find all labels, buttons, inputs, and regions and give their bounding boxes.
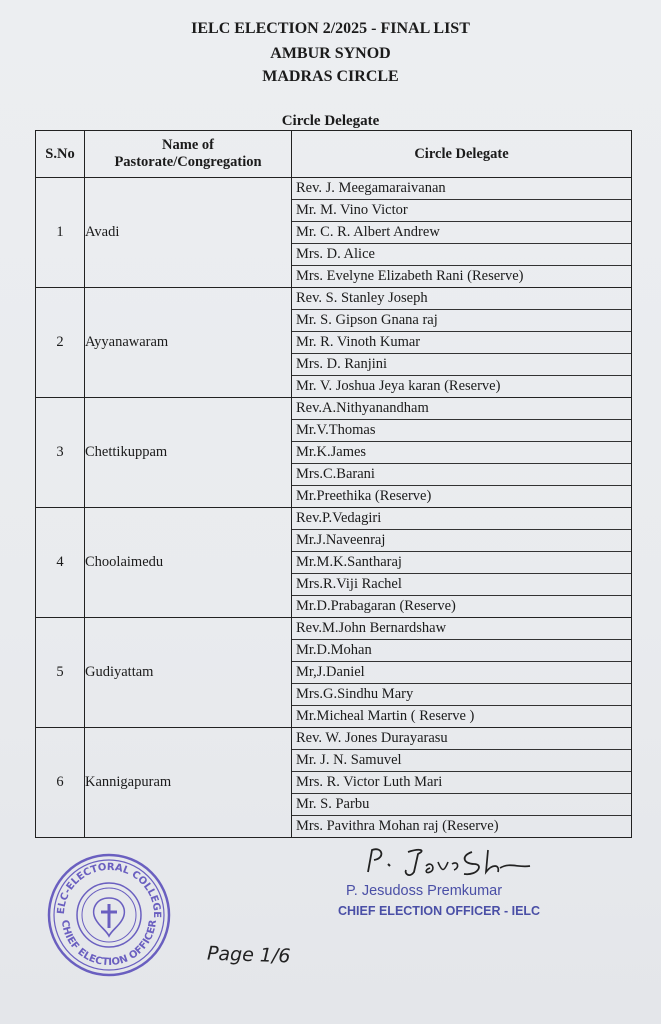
- delegate-name: Mr. J. N. Samuvel: [292, 750, 631, 772]
- serial-number-cell: 4: [36, 508, 85, 618]
- delegates-cell: [292, 618, 632, 728]
- serial-number-cell: 2: [36, 288, 85, 398]
- pastorate-cell: Avadi: [85, 178, 292, 288]
- table-caption: Circle Delegate: [281, 113, 380, 129]
- delegates-cell: [292, 728, 632, 838]
- pastorate-cell: Kannigapuram: [85, 728, 292, 838]
- delegate-name: Mr. M. Vino Victor: [292, 200, 631, 222]
- delegate-name: Mr. R. Vinoth Kumar: [292, 332, 631, 354]
- table-row: [36, 398, 632, 508]
- delegates-cell: [292, 178, 632, 288]
- pastorate-header-line1: Name of: [162, 137, 214, 153]
- delegate-name: Mrs.G.Sindhu Mary: [292, 684, 631, 706]
- delegate-name: Mrs. D. Alice: [292, 244, 631, 266]
- delegates-cell: [292, 398, 632, 508]
- delegate-name: Mr. C. R. Albert Andrew: [292, 222, 631, 244]
- seal-top-text: ELC-ELECTORAL COLLEGE: [55, 861, 163, 919]
- serial-number-cell: 1: [36, 178, 85, 288]
- delegate-header: Circle Delegate: [292, 131, 632, 178]
- delegate-name: Rev. W. Jones Durayarasu: [292, 728, 631, 750]
- delegate-name: Mrs.C.Barani: [292, 464, 631, 486]
- seal-bottom-text: CHIEF ELECTION OFFICER: [58, 919, 160, 969]
- signature-scribble: [360, 842, 540, 882]
- delegate-name: Mr.J.Naveenraj: [292, 530, 631, 552]
- table-header-row: [36, 131, 632, 178]
- document-title: IELC ELECTION 2/2025 - FINAL LIST: [191, 20, 470, 37]
- signatory-name: P. Jesudoss Premkumar: [346, 883, 503, 899]
- signatory-title: CHIEF ELECTION OFFICER - IELC: [338, 904, 541, 918]
- delegate-name: Mr.K.James: [292, 442, 631, 464]
- pastorate-cell: Choolaimedu: [85, 508, 292, 618]
- pastorate-cell: Gudiyattam: [85, 618, 292, 728]
- delegate-name: Mr. S. Gipson Gnana raj: [292, 310, 631, 332]
- delegate-name: Mr,J.Daniel: [292, 662, 631, 684]
- delegate-name: Mr. V. Joshua Jeya karan (Reserve): [296, 378, 501, 394]
- delegate-name: Rev.M.John Bernardshaw: [292, 618, 631, 640]
- delegate-name: Rev. J. Meegamaraivanan: [292, 178, 631, 200]
- delegate-name: Mrs.R.Viji Rachel: [292, 574, 631, 596]
- delegate-table: [35, 130, 632, 838]
- delegate-name: Mr.Micheal Martin ( Reserve ): [296, 708, 475, 724]
- synod-name: AMBUR SYNOD: [270, 45, 391, 62]
- table-row: [36, 508, 632, 618]
- delegates-cell: [292, 288, 632, 398]
- serial-number-cell: 5: [36, 618, 85, 728]
- delegate-name: Rev.A.Nithyanandham: [292, 398, 631, 420]
- delegate-name: Mrs. Evelyne Elizabeth Rani (Reserve): [296, 268, 524, 284]
- table-row: [36, 288, 632, 398]
- delegate-name: Mr.D.Mohan: [292, 640, 631, 662]
- pastorate-header-line2: Pastorate/Congregation: [114, 154, 262, 170]
- delegate-name: Mr.Preethika (Reserve): [296, 488, 432, 504]
- pastorate-cell: Ayyanawaram: [85, 288, 292, 398]
- electoral-college-seal: [44, 850, 174, 980]
- delegate-name: Rev. S. Stanley Joseph: [292, 288, 631, 310]
- pastorate-header: [85, 131, 292, 178]
- delegate-name: Mrs. Pavithra Mohan raj (Reserve): [296, 818, 499, 834]
- delegate-name: Mr.D.Prabagaran (Reserve): [296, 598, 456, 614]
- delegate-name: Mr. S. Parbu: [292, 794, 631, 816]
- table-row: [36, 728, 632, 838]
- delegate-name: Mrs. R. Victor Luth Mari: [292, 772, 631, 794]
- circle-name: MADRAS CIRCLE: [262, 68, 399, 85]
- serial-number-cell: 6: [36, 728, 85, 838]
- pastorate-cell: Chettikuppam: [85, 398, 292, 508]
- delegate-name: Mrs. D. Ranjini: [292, 354, 631, 376]
- serial-number-cell: 3: [36, 398, 85, 508]
- delegate-name: Mr.V.Thomas: [292, 420, 631, 442]
- table-row: [36, 178, 632, 288]
- sno-header: S.No: [36, 131, 85, 178]
- delegate-name: Mr.M.K.Santharaj: [292, 552, 631, 574]
- delegates-cell: [292, 508, 632, 618]
- page-number-note: Page 1/6: [206, 942, 291, 968]
- table-row: [36, 618, 632, 728]
- delegate-name: Rev.P.Vedagiri: [292, 508, 631, 530]
